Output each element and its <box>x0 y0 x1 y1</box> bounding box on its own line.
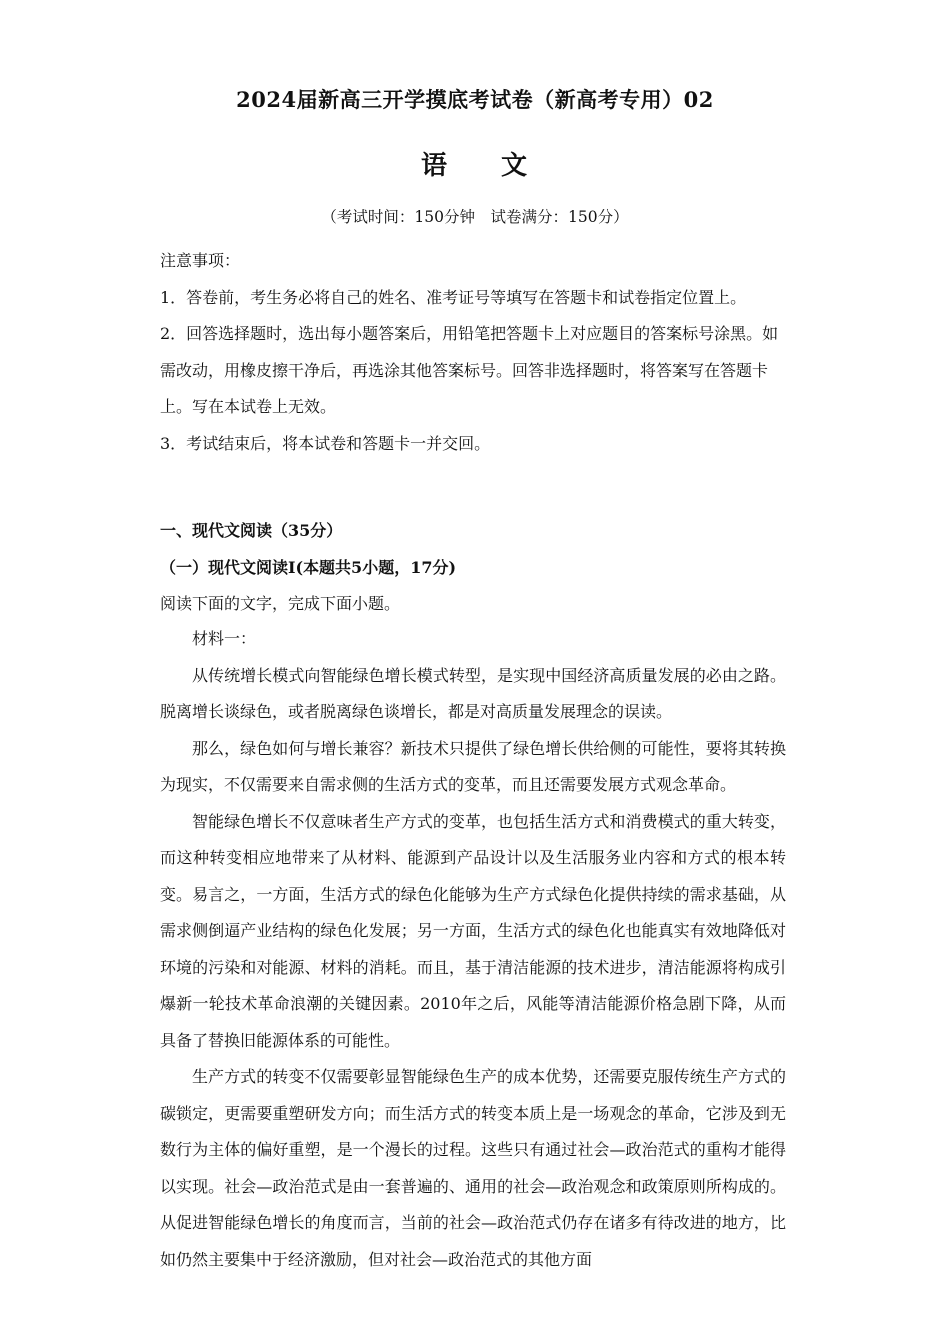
material-label: 材料一： <box>192 629 257 648</box>
section-instruction: 阅读下面的文字，完成下面小题。 <box>160 594 401 613</box>
article-paragraph: 智能绿色增长不仅意味者生产方式的变革，也包括生活方式和消费模式的重大转变，而这种转变相应地带来了从材料、能源到产品设计以及生活服务业内容和方式的根本转变。易言之，一方面，生活方式的绿色化能够为生产方式绿色化提供持续的需求基础，从需求侧倒逼产业结构的绿色化发展；另一方面，生活方式的绿色化也能真实有效地降低对环境的污染和对能源、材料的消耗。而且，基于清洁能源的技术进步，清洁能源将构成引爆新一轮技术革命浪潮的关键因素。2010年之后，风能等清洁能源价格急剧下降，从而具备了替换旧能源体系的可能性。 <box>160 811 786 1050</box>
note-item-3: 3．考试结束后，将本试卷和答题卡一并交回。 <box>160 433 491 453</box>
subject-char-1: 语 <box>420 151 449 181</box>
reading-material <box>160 621 786 1278</box>
section-title: 一、现代文阅读（35分） <box>160 521 343 540</box>
article-paragraph: 生产方式的转变不仅需要彰显智能绿色生产的成本优势，还需要克服传统生产方式的碳锁定，更需要重塑研发方向；而生活方式的转变本质上是一场观念的革命，它涉及到无数行为主体的偏好重塑，是一个漫长的过程。这些只有通过社会—政治范式的重构才能得以实现。社会—政治范式是由一套普遍的、通用的社会—政治观念和政策原则所构成的。从促进智能绿色增长的角度而言，当前的社会—政治范式仍存在诸多有待改进的地方，比如仍然主要集中于经济激励，但对社会—政治范式的其他方面 <box>160 1067 786 1269</box>
exam-info: （考试时间：150分钟 试卷满分：150分） <box>321 208 629 226</box>
exam-title: 2024届新高三开学摸底考试卷（新高考专用）02 <box>236 87 714 112</box>
subject-char-2: 文 <box>501 151 530 181</box>
notes-section <box>160 243 786 462</box>
reading-section-header <box>160 513 786 623</box>
note-item-2: 2．回答选择题时，选出每小题答案后，用铅笔把答题卡上对应题目的答案标号涂黑。如需改动，用橡皮擦干净后，再选涂其他答案标号。回答非选择题时，将答案写在答题卡上。写在本试卷上无效。 <box>160 324 779 416</box>
section-subtitle: （一）现代文阅读Ⅰ(本题共5小题，17分) <box>160 557 457 577</box>
article-paragraph: 那么，绿色如何与增长兼容？新技术只提供了绿色增长供给侧的可能性，要将其转换为现实，不仅需要来自需求侧的生活方式的变革，而且还需要发展方式观念革命。 <box>160 738 786 794</box>
article-paragraph: 从传统增长模式向智能绿色增长模式转型，是实现中国经济高质量发展的必由之路。脱离增长谈绿色，或者脱离绿色谈增长，都是对高质量发展理念的误读。 <box>160 665 786 721</box>
subject-title <box>0 145 950 182</box>
note-item-1: 1．答卷前，考生务必将自己的姓名、准考证号等填写在答题卡和试卷指定位置上。 <box>160 287 747 307</box>
notes-heading: 注意事项： <box>160 251 241 270</box>
